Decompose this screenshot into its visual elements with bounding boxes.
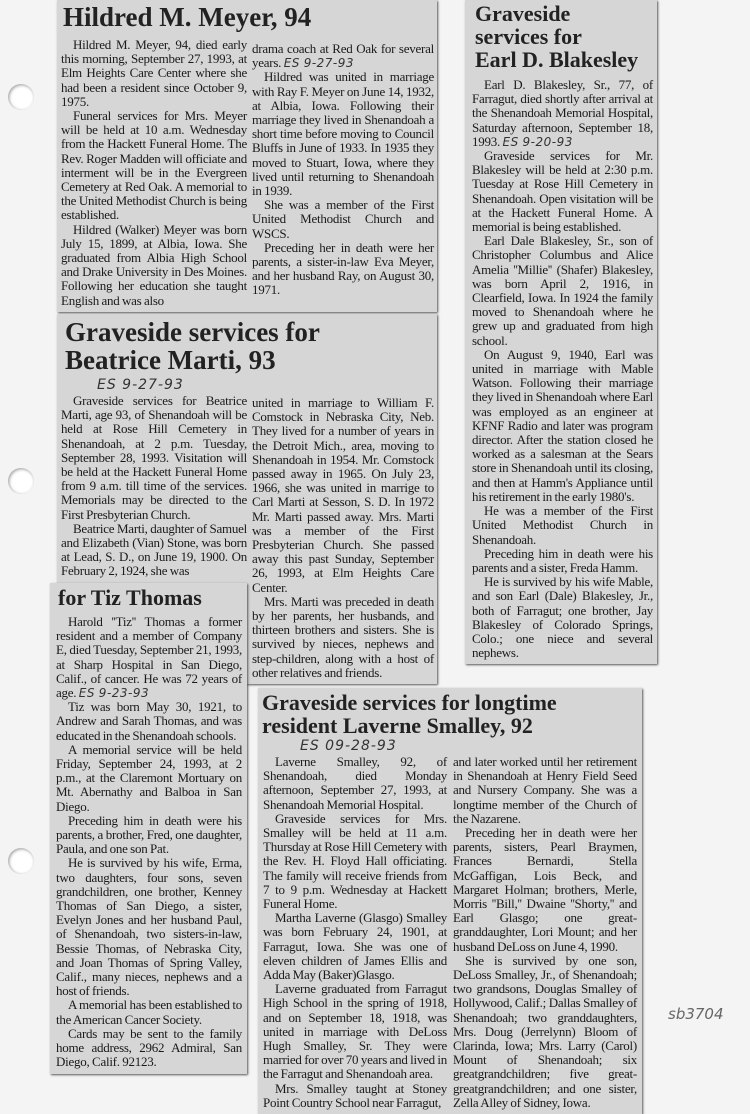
paragraph: On August 9, 1940, Earl was united in marriage with Mable Watson. Following their marriage they lived in Shenandoah where Earl was employed as an engineer at KFNF Radio and later was program director. After the station closed he worked as a salesman at the Sears store in Shenandoah until its closing, and then at Hamm's Appliance until his retirement in the early 1980's. <box>472 346 653 504</box>
paragraph: Martha Laverne (Glasgo) Smalley was born February 24, 1901, at Farragut, Iowa. She was one of eleven children of James Ellis and Adda May (Baker)Glasgo. <box>263 910 447 983</box>
paragraph: Hildred (Walker) Meyer was born July 15, 1899, at Albia, Iowa. She graduated from Albia High School and Drake University in Des Moines. Following her education she taught English and was also <box>61 221 247 308</box>
paragraph: Preceding her in death were her parents, sisters, Pearl Braymen, Frances Bernardi, Stella McGaffigan, Lois Beck, and Margaret Holman; brothers, Merle, Morris ''Bill,'' Dwaine ''Shorty,'' and Earl Glasgo; one great-granddaughter, Lori Mount; and her husband DeLoss on June 4, 1990. <box>453 825 637 954</box>
headline-line: Graveside services for <box>65 317 320 347</box>
paragraph: She is survived by one son, DeLoss Smalley, Jr., of Shenandoah; two grandsons, Douglas Smalley of Hollywood, Calif.; Dallas Smalley of Shenandoah; two granddaughters, Mrs. Doug (Jerrelynn) Bloom of Clarinda, Iowa; Mrs. Larry (Carol) Mount of Shenandoah; six greatgrandchildren; five great-greatgrandchildren; and one sister, Zella Alley of Sidney, Iowa. <box>453 952 637 1110</box>
paragraph: He is survived by his wife, Erma, two daughters, four sons, seven grandchildren, one brother, Kenney Thomas of San Diego, a sister, Evelyn Jones and her husband Paul, of Shenandoah, two sisters-in-law, Bessie Thomas, of Nebraska City, and Joan Thomas of Spring Valley, Calif., many nieces, nephews and a host of friends. <box>56 855 242 999</box>
column <box>61 394 247 579</box>
paragraph: Funeral services for Mrs. Meyer will be held at 10 a.m. Wednesday from the Hackett Funeral Home. The Rev. Roger Madden will officiate and interment will be in the Evergreen Cemetery at Red Oak. A memorial to the United Methodist Church is being established. <box>61 108 247 223</box>
headline <box>65 318 320 375</box>
paragraph: Preceding him in death were his parents and a sister, Freda Hamm. <box>472 545 653 575</box>
handwritten-note: ES 9-27-93 <box>283 56 355 71</box>
handwritten-note: ES 09-28-93 <box>300 738 397 754</box>
paragraph: A memorial has been established to the American Cancer Society. <box>56 997 242 1027</box>
headline-line: Graveside <box>475 1 571 26</box>
headline: for Tiz Thomas <box>58 585 202 610</box>
paragraph: and later worked until her retirement in Shenandoah at Henry Field Seed and Nursery Company. She was a longtime member of the Church of the Nazarene. <box>453 754 637 826</box>
handwritten-note: ES 9-23-93 <box>78 686 150 701</box>
column <box>252 42 434 298</box>
headline: Hildred M. Meyer, 94 <box>63 2 312 32</box>
punch-hole <box>8 468 34 494</box>
paragraph: Beatrice Marti, daughter of Samuel and Elizabeth (Vian) Stone, was born at Lead, S. D., on June 19, 1900. On February 2, 1924, she was <box>61 520 247 579</box>
headline-line: Earl D. Blakesley <box>475 47 639 73</box>
column <box>263 755 447 1110</box>
headline-line: Beatrice Marti, 93 <box>65 345 276 376</box>
paragraph: Hildred M. Meyer, 94, died early this morning, September 27, 1993, at Elm Heights Care Center where she had been a resident since October 9, 1975. <box>61 37 247 109</box>
paragraph: united in marriage to William F. Comstock in Nebraska City, Neb. They lived for a number of years in the Detroit Mich., area, moving to Shenandoah in 1954. Mr. Comstock passed away in 1965. On July 23, 1966, she was united in marrige to Carl Marti at Sesson, S. D. In 1972 Mr. Marti passed away. Mrs. Marti was a member of the First Presbyterian Church. She passed away this past Sunday, September 26, 1993, at Elm Heights Care Center. <box>252 395 434 595</box>
paragraph: Tiz was born May 30, 1921, to Andrew and Sarah Thomas, and was educated in the Shenandoah schools. <box>56 699 242 743</box>
paragraph: He was a member of the First United Methodist Church in Shenandoah. <box>472 503 653 547</box>
paragraph: Mrs. Marti was preceded in death by her parents, her husbands, and thirteen brothers and sisters. She is survived by nieces, nephews and step-children, along with a host of other relatives and friends. <box>252 593 434 680</box>
headline-line: resident Laverne Smalley, 92 <box>262 713 533 739</box>
obituary-blakesley <box>465 0 657 664</box>
paragraph: Laverne graduated from Farragut High School in the spring of 1918, and on September 18, 1918, was united in marriage with DeLoss Hugh Smalley, Sr. They were married for over 70 years and lived in the Farragut and Shenandoah area. <box>263 981 447 1082</box>
paragraph: Preceding her in death were her parents, a sister-in-law Eva Meyer, and her husband Ray, on August 30, 1971. <box>252 239 434 298</box>
page-mark: sb3704 <box>668 1005 724 1023</box>
headline-line: Graveside services for longtime <box>262 690 557 715</box>
paragraph: Graveside services for Mrs. Smalley will be held at 11 a.m. Thursday at Rose Hill Cemetery with the Rev. H. Floyd Hall officiating. The family will receive friends from 7 to 9 p.m. Wednesday at Hackett Funeral Home. <box>263 810 447 912</box>
punch-hole <box>8 84 34 110</box>
paragraph: Cards may be sent to the family home address, 2962 Admiral, San Diego, Calif. 92123. <box>56 1025 242 1070</box>
column <box>472 78 653 660</box>
paragraph: Harold ''Tiz'' Thomas a former resident and a member of Company E, died Tuesday, September 21, 1993, at Sharp Hospital in San Diego, Calif., of cancer. He was 72 years of age. <box>56 614 242 701</box>
column <box>56 615 242 1070</box>
paragraph: Graveside services for Mr. Blakesley will be held at 2:30 p.m. Tuesday at Rose Hill Cemetery in Shenandoah. Open visitation will be at the Hackett Funeral Home. A memorial is being established. <box>472 148 653 235</box>
paragraph: Mrs. Smalley taught at Stoney Point Country School near Farragut, <box>263 1080 447 1110</box>
paragraph: Hildred was united in marriage with Ray F. Meyer on June 14, 1932, at Albia, Iowa. Following their marriage they lived in Shenandoah a short time before moving to Council Bluffs in June of 1933. In 1935 they moved to Stuart, Iowa, where they lived until returning to Shenandoah in 1939. <box>252 69 434 199</box>
column <box>252 396 434 680</box>
column <box>453 755 637 1110</box>
headline <box>475 2 638 71</box>
paragraph: Preceding him in death were his parents, a brother, Fred, one daughter, Paula, and one son Pat. <box>56 812 242 857</box>
obituary-meyer <box>57 0 437 312</box>
paragraph: drama coach at Red Oak for several years. <box>252 41 434 71</box>
paragraph: Laverne Smalley, 92, of Shenandoah, died Monday afternoon, September 27, 1993, at Shenandoah Memorial Hospital. <box>263 754 447 812</box>
headline <box>262 691 557 737</box>
obituary-thomas <box>50 583 247 1074</box>
paragraph: He is survived by his wife Mable, and son Earl (Dale) Blakesley, Jr., both of Farragut; one brother, Jay Blakesley of Colorado Springs, Colo.; one niece and several nephews. <box>472 574 653 661</box>
paragraph: Earl Dale Blakesley, Sr., son of Christopher Columbus and Alice Amelia ''Millie'' (Shafer) Blakesley, was born April 2, 1916, in Clearfield, Iowa. In 1924 the family moved to Shenandoah where he grew up and graduated from high school. <box>472 233 653 348</box>
obituary-smalley <box>258 688 642 1114</box>
handwritten-note: ES 9-27-93 <box>97 377 184 393</box>
paragraph: Graveside services for Beatrice Marti, age 93, of Shenandoah will be held at Rose Hill Cemetery in Shenandoah, at 2 p.m. Tuesday, September 28, 1993. Visitation will be held at the Hackett Funeral Home from 9 a.m. till time of the services. Memorials may be directed to the First Presbyterian Church. <box>61 393 247 522</box>
column <box>61 38 247 308</box>
punch-hole <box>8 848 34 874</box>
handwritten-note: ES 9-20-93 <box>502 134 573 149</box>
headline-line: services for <box>475 24 582 50</box>
paragraph: Earl D. Blakesley, Sr., 77, of Farragut, died shortly after arrival at the Shenandoah Memorial Hospital, Saturday afternoon, September 18, 1993. <box>472 77 653 149</box>
paragraph: A memorial service will be held Friday, September 24, 1993, at 2 p.m., at the Claremont Mortuary on Mt. Abernathy and Balboa in San Diego. <box>56 741 242 814</box>
paragraph: She was a member of the First United Methodist Church and WSCS. <box>252 197 434 241</box>
